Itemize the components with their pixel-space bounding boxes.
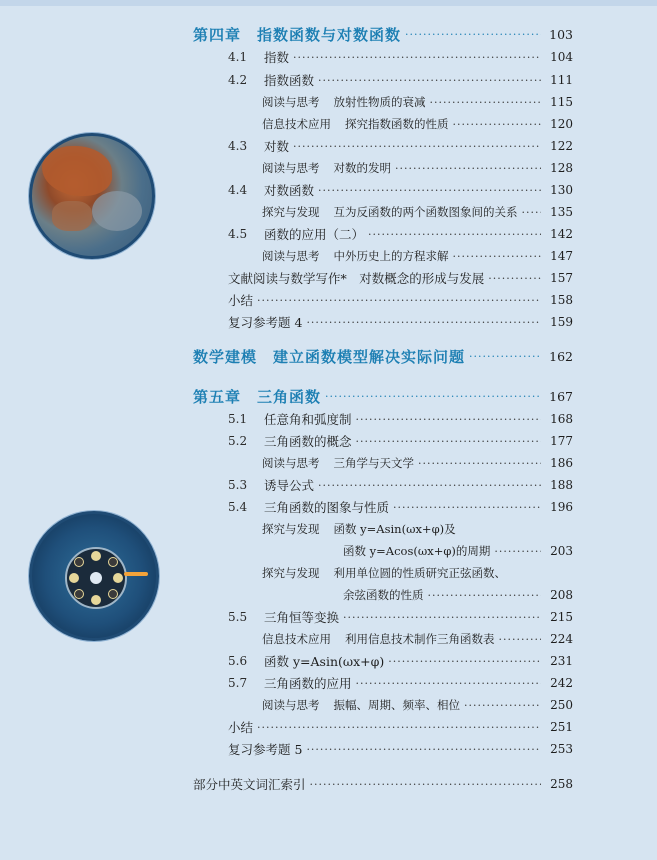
page-number: 159 (550, 315, 573, 329)
leader-dots (453, 118, 542, 131)
entry-title: 中外历史上的方程求解 (333, 249, 449, 263)
leader-dots (368, 228, 541, 241)
entry-title: 利用单位圆的性质研究正弦函数、 (333, 566, 506, 580)
toc-section-5-7[interactable] (228, 673, 573, 693)
entry-title: 任意角和弧度制 (264, 412, 352, 427)
toc-chapter-4[interactable] (193, 24, 573, 44)
page-number: 208 (550, 588, 573, 602)
leader-dots (356, 677, 541, 690)
section-number: 5.1 (228, 412, 248, 426)
leader-dots (343, 611, 541, 624)
toc-chapter-5[interactable] (193, 386, 573, 406)
toc-section-5-1[interactable] (228, 409, 573, 429)
entry-title: 对数函数 (264, 183, 315, 198)
page-number: 186 (550, 456, 573, 470)
entry-title: 函数的应用（二） (264, 227, 365, 242)
terrain-land (42, 146, 112, 196)
leader-dots (418, 457, 541, 470)
entry-label: 探究与发现 (262, 522, 320, 536)
entry-label: 探究与发现 (262, 205, 320, 219)
page-number: 157 (550, 271, 573, 285)
toc-review-5[interactable] (228, 739, 573, 759)
leader-dots (494, 545, 541, 558)
toc-section-4-4[interactable] (228, 180, 573, 200)
leader-dots (257, 721, 541, 734)
entry-title: 三角函数的图象与性质 (264, 500, 390, 515)
moon-icon (74, 557, 84, 567)
leader-dots (306, 743, 541, 756)
toc-summary-5[interactable] (228, 717, 573, 737)
page-number: 177 (550, 434, 573, 448)
leader-dots (318, 74, 541, 87)
page-number: 142 (550, 227, 573, 241)
toc-section-4-5[interactable] (228, 224, 573, 244)
entry-title: 指数 (264, 50, 290, 65)
section-number: 5.3 (228, 478, 248, 492)
leader-dots (522, 206, 542, 219)
entry-title: 三角函数的应用 (264, 676, 352, 691)
moon-icon (69, 573, 79, 583)
page-number: 231 (550, 654, 573, 668)
entry-title: 部分中英文词汇索引 (193, 777, 306, 792)
toc-it-exponential[interactable] (262, 114, 573, 134)
entry-title: 放射性物质的衰减 (333, 95, 426, 109)
entry-label: 信息技术应用 (262, 117, 331, 131)
entry-title: 复习参考题 4 (228, 315, 303, 330)
leader-dots (499, 633, 542, 646)
entry-label: 阅读与思考 (262, 95, 320, 109)
moon-icon (113, 573, 123, 583)
moon-icon (74, 589, 84, 599)
page-number: 196 (550, 500, 573, 514)
toc-math-modeling[interactable] (193, 346, 573, 366)
toc-explore-period-line2[interactable] (343, 541, 573, 561)
leader-dots (488, 272, 541, 285)
toc-section-4-1[interactable] (228, 47, 573, 67)
entry-title: 互为反函数的两个函数图象间的关系 (333, 205, 518, 219)
entry-label: 信息技术应用 (262, 632, 331, 646)
toc-section-4-2[interactable] (228, 70, 573, 90)
entry-title: 函数 y=Acos(ωx+φ)的周期 (343, 544, 491, 558)
terrain-globe-image (29, 133, 155, 259)
entry-title: 三角函数的概念 (264, 434, 352, 449)
page-number: 251 (550, 720, 573, 734)
page-number: 253 (550, 742, 573, 756)
page-number: 168 (550, 412, 573, 426)
toc-vocabulary-index[interactable] (193, 774, 573, 794)
page-number: 224 (550, 632, 573, 646)
leader-dots (453, 250, 542, 263)
toc-section-5-6[interactable] (228, 651, 573, 671)
page-number: 111 (550, 73, 573, 87)
section-number: 4.3 (228, 139, 248, 153)
page-number: 188 (550, 478, 573, 492)
section-number: 5.6 (228, 654, 248, 668)
section-number: 5.7 (228, 676, 248, 690)
entry-title: 三角学与天文学 (333, 456, 414, 470)
toc-reading-equations[interactable] (262, 246, 573, 266)
entry-title: 文献阅读与数学写作* 对数概念的形成与发展 (228, 271, 485, 286)
section-number: 5.5 (228, 610, 248, 624)
page-number: 167 (549, 388, 573, 404)
entry-title: 指数函数 (264, 73, 315, 88)
leader-dots (395, 162, 541, 175)
entry-title: 利用信息技术制作三角函数表 (345, 632, 495, 646)
moon-icon (108, 557, 118, 567)
section-number: 5.4 (228, 500, 248, 514)
entry-title: 诱导公式 (264, 478, 315, 493)
leader-dots (388, 655, 541, 668)
entry-title: 函数 y=Asin(ωx+φ)及 (333, 522, 456, 536)
leader-dots (464, 699, 541, 712)
entry-label: 阅读与思考 (262, 698, 320, 712)
toc-section-5-3[interactable] (228, 475, 573, 495)
entry-title: 余弦函数的性质 (343, 588, 424, 602)
toc-reading-log-invention[interactable] (262, 158, 573, 178)
page-number: 162 (549, 348, 573, 364)
toc-literature-writing[interactable] (228, 268, 573, 288)
entry-title: 探究指数函数的性质 (345, 117, 449, 131)
page-number: 104 (550, 50, 573, 64)
entry-label: 探究与发现 (262, 566, 320, 580)
moon-icon (91, 551, 101, 561)
page-number: 203 (550, 544, 573, 558)
page-number: 130 (550, 183, 573, 197)
page-number: 128 (550, 161, 573, 175)
toc-section-4-3[interactable] (228, 136, 573, 156)
toc-summary-4[interactable] (228, 290, 573, 310)
entry-title: 小结 (228, 720, 254, 735)
page-number: 242 (550, 676, 573, 690)
leader-dots (469, 350, 541, 363)
terrain-land (52, 201, 92, 231)
entry-title: 振幅、周期、频率、相位 (333, 698, 460, 712)
entry-title: 小结 (228, 293, 254, 308)
entry-title: 第五章 三角函数 (193, 387, 322, 406)
entry-label: 阅读与思考 (262, 249, 320, 263)
leader-dots (306, 316, 541, 329)
page-number: 115 (550, 95, 573, 109)
toc-explore-period-line1[interactable] (262, 519, 573, 539)
page-number: 103 (549, 26, 573, 42)
toc-reading-amplitude[interactable] (262, 695, 573, 715)
entry-title: 复习参考题 5 (228, 742, 303, 757)
toc-section-5-4[interactable] (228, 497, 573, 517)
leader-dots (405, 28, 541, 41)
terrain-land (92, 191, 142, 231)
toc-explore-inverse[interactable] (262, 202, 573, 222)
top-border (0, 0, 657, 6)
toc-reading-radioactive[interactable] (262, 92, 573, 112)
section-number: 4.2 (228, 73, 248, 87)
page-number: 250 (550, 698, 573, 712)
page-number: 147 (550, 249, 573, 263)
entry-title: 三角恒等变换 (264, 610, 340, 625)
earth-icon (90, 572, 102, 584)
page-number: 215 (550, 610, 573, 624)
page-number: 120 (550, 117, 573, 131)
leader-dots (356, 413, 541, 426)
page-number: 122 (550, 139, 573, 153)
sun-rays-icon (124, 572, 148, 576)
page-number: 135 (550, 205, 573, 219)
page-number: 258 (550, 777, 573, 791)
entry-title: 对数 (264, 139, 290, 154)
moon-phase-globe-image (29, 511, 159, 641)
leader-dots (356, 435, 541, 448)
leader-dots (293, 51, 541, 64)
moon-icon (108, 589, 118, 599)
entry-label: 阅读与思考 (262, 456, 320, 470)
section-number: 4.1 (228, 50, 248, 64)
moon-icon (91, 595, 101, 605)
entry-title: 对数的发明 (333, 161, 391, 175)
leader-dots (310, 778, 541, 791)
toc-review-4[interactable] (228, 312, 573, 332)
toc-section-5-5[interactable] (228, 607, 573, 627)
page-number: 158 (550, 293, 573, 307)
leader-dots (393, 501, 541, 514)
section-number: 4.4 (228, 183, 248, 197)
section-number: 5.2 (228, 434, 248, 448)
leader-dots (428, 589, 542, 602)
moon-phase-wheel (65, 547, 127, 609)
toc-explore-unit-circle-line2[interactable] (343, 585, 573, 605)
leader-dots (430, 96, 542, 109)
leader-dots (318, 479, 541, 492)
leader-dots (257, 294, 541, 307)
toc-reading-astronomy[interactable] (262, 453, 573, 473)
leader-dots (293, 140, 541, 153)
section-number: 4.5 (228, 227, 248, 241)
leader-dots (318, 184, 541, 197)
toc-explore-unit-circle-line1[interactable] (262, 563, 573, 583)
entry-title: 数学建模 建立函数模型解决实际问题 (193, 347, 466, 366)
entry-title: 第四章 指数函数与对数函数 (193, 25, 402, 44)
leader-dots (325, 390, 541, 403)
toc-section-5-2[interactable] (228, 431, 573, 451)
toc-it-trig-table[interactable] (262, 629, 573, 649)
entry-label: 阅读与思考 (262, 161, 320, 175)
entry-title: 函数 y=Asin(ωx+φ) (264, 654, 385, 669)
